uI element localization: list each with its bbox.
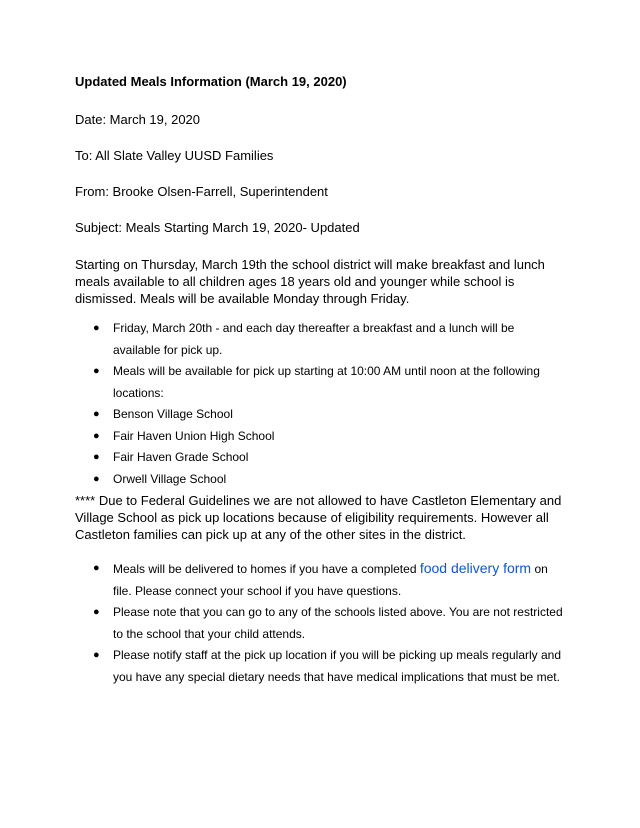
bullet-icon: ● bbox=[93, 408, 100, 420]
bullet-icon: ● bbox=[93, 606, 100, 618]
bullet-icon: ● bbox=[93, 649, 100, 661]
bullet-icon: ● bbox=[93, 322, 100, 334]
subject-line: Subject: Meals Starting March 19, 2020- Updated bbox=[75, 220, 360, 235]
info-list bbox=[75, 558, 565, 688]
intro-paragraph: Starting on Thursday, March 19th the school district will make breakfast and lunch meals available to all children ages 18 years old and younger while school is dismissed. Meals will be available Monday through Friday. bbox=[75, 257, 545, 306]
list-item: ● Please note that you can go to any of the schools listed above. You are not restricted to the school that your child attends. bbox=[75, 602, 565, 645]
bullet-icon: ● bbox=[93, 451, 100, 463]
list-item: ● Friday, March 20th - and each day thereafter a breakfast and a lunch will be available for pick up. bbox=[75, 318, 565, 361]
bullet-icon: ● bbox=[93, 365, 100, 377]
federal-guidelines-notice: **** Due to Federal Guidelines we are not allowed to have Castleton Elementary and Village School as pick up locations because of eligibility requirements. However all Castleton families can pick up at any of the other sites in the district. bbox=[75, 493, 562, 542]
list-item: ● Fair Haven Grade School bbox=[75, 447, 565, 469]
from-line: From: Brooke Olsen-Farrell, Superintendent bbox=[75, 184, 328, 199]
food-delivery-form-link[interactable]: food delivery form bbox=[419, 560, 532, 576]
date-line: Date: March 19, 2020 bbox=[75, 112, 201, 127]
list-item: ● Fair Haven Union High School bbox=[75, 426, 565, 448]
list-item: ● Meals will be delivered to homes if you have a completed food delivery form on file. Please connect your school if you have questions. bbox=[93, 560, 548, 598]
bullet-icon: ● bbox=[93, 429, 100, 442]
list-item: ● Benson Village School bbox=[75, 404, 565, 426]
document-title: Updated Meals Information (March 19, 2020) bbox=[75, 74, 347, 89]
list-item: ● Please notify staff at the pick up location if you will be picking up meals regularly and you have any special dietary needs that have medical implications that must be met. bbox=[75, 645, 565, 688]
locations-list bbox=[75, 318, 565, 490]
to-line: To: All Slate Valley UUSD Families bbox=[75, 148, 274, 163]
list-item: ● Orwell Village School bbox=[75, 469, 565, 491]
bullet-icon: ● bbox=[93, 472, 100, 485]
bullet-icon: ● bbox=[93, 562, 100, 574]
list-item: ● Meals will be available for pick up starting at 10:00 AM until noon at the following locations: bbox=[75, 361, 565, 404]
